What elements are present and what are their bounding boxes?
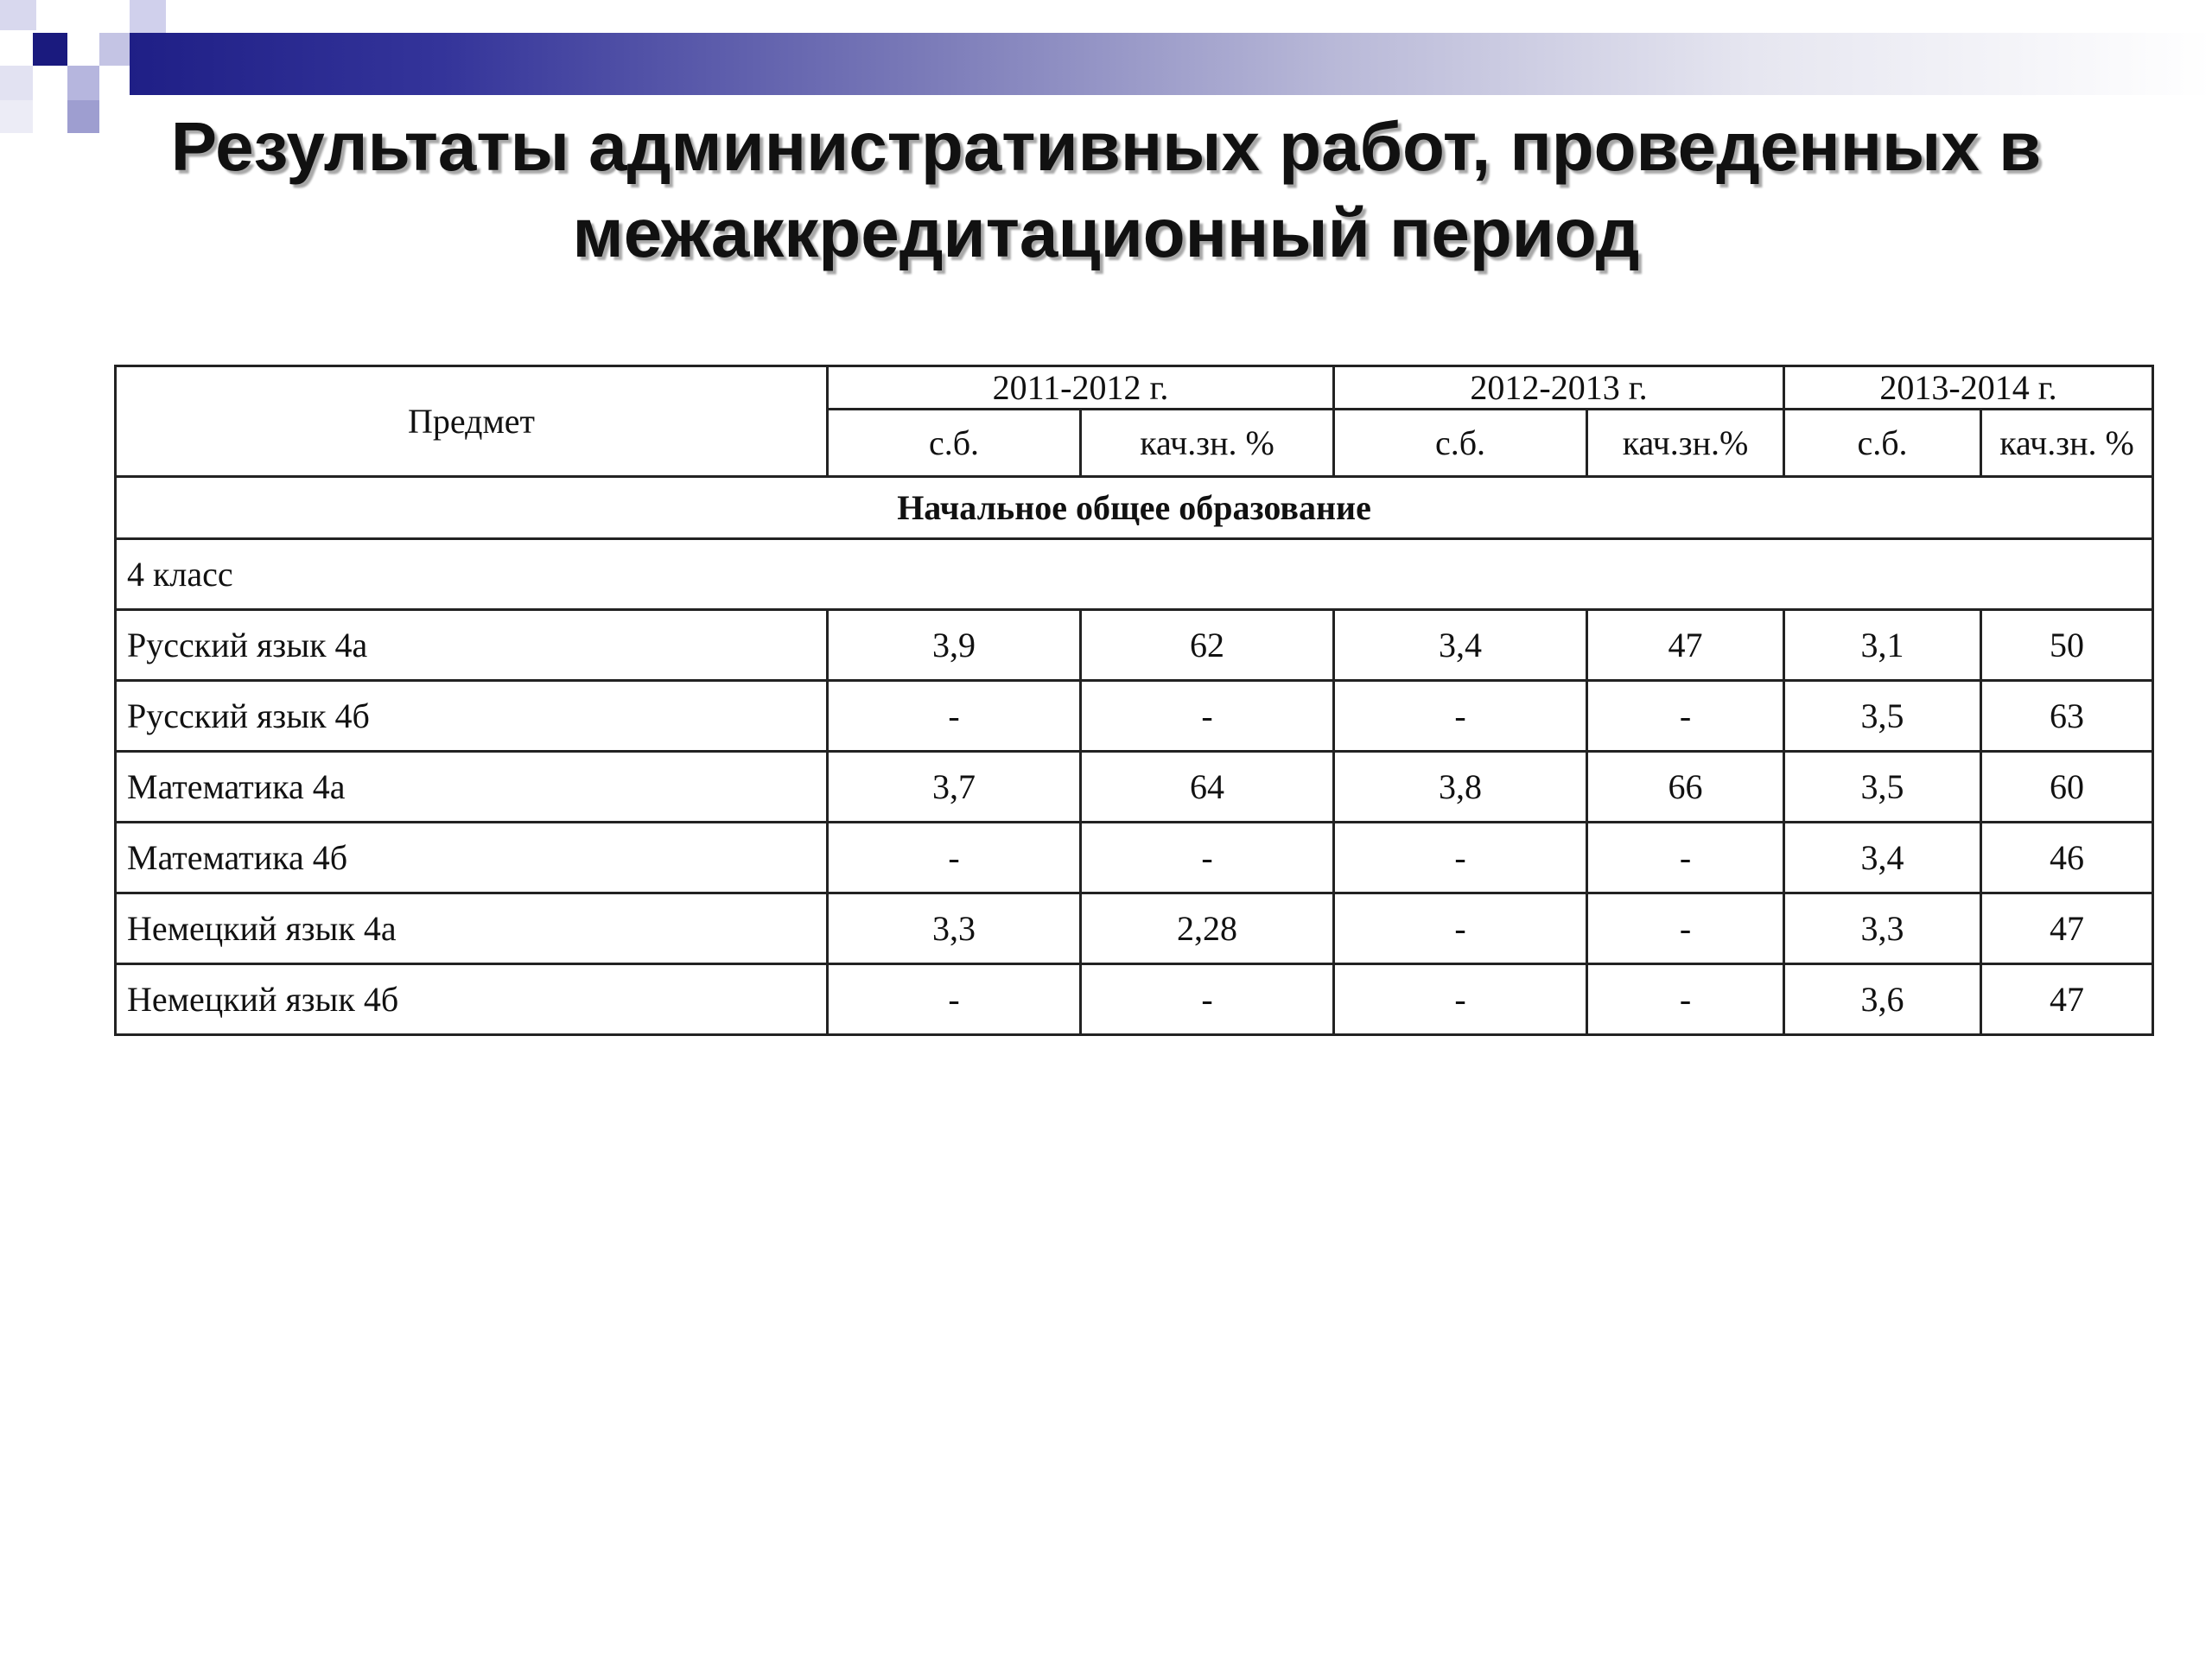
- value-cell: -: [1334, 823, 1587, 893]
- decorative-square: [0, 0, 36, 30]
- header-row-years: [116, 366, 2153, 410]
- class-label: 4 класс: [116, 539, 2153, 610]
- subject-cell: Немецкий язык 4а: [116, 893, 828, 964]
- subject-cell: Математика 4а: [116, 752, 828, 823]
- value-cell: -: [1587, 823, 1784, 893]
- value-cell: 3,7: [828, 752, 1081, 823]
- subject-cell: Русский язык 4а: [116, 610, 828, 681]
- value-cell: 2,28: [1081, 893, 1334, 964]
- metric-header: кач.зн. %: [1081, 410, 1334, 477]
- table-row: [116, 610, 2153, 681]
- section-title: Начальное общее образование: [116, 477, 2153, 539]
- table-row: [116, 893, 2153, 964]
- value-cell: 47: [1981, 964, 2153, 1035]
- subject-cell: Математика 4б: [116, 823, 828, 893]
- value-cell: 3,3: [828, 893, 1081, 964]
- value-cell: -: [1587, 681, 1784, 752]
- value-cell: 3,4: [1784, 823, 1981, 893]
- decorative-square: [67, 66, 99, 100]
- value-cell: -: [1081, 681, 1334, 752]
- value-cell: 47: [1981, 893, 2153, 964]
- decorative-square: [0, 100, 33, 133]
- value-cell: -: [1081, 823, 1334, 893]
- decorative-square: [33, 33, 67, 66]
- value-cell: 3,3: [1784, 893, 1981, 964]
- value-cell: 3,4: [1334, 610, 1587, 681]
- value-cell: 3,9: [828, 610, 1081, 681]
- section-row: [116, 477, 2153, 539]
- table-row: [116, 964, 2153, 1035]
- value-cell: 3,8: [1334, 752, 1587, 823]
- value-cell: 3,6: [1784, 964, 1981, 1035]
- table-row: [116, 681, 2153, 752]
- year-header: 2012-2013 г.: [1334, 366, 1784, 410]
- value-cell: 60: [1981, 752, 2153, 823]
- value-cell: 47: [1587, 610, 1784, 681]
- value-cell: 66: [1587, 752, 1784, 823]
- header-gradient-band: [130, 33, 2212, 95]
- year-header: 2011-2012 г.: [828, 366, 1334, 410]
- decorative-square: [0, 66, 33, 100]
- decorative-square: [67, 100, 99, 133]
- value-cell: 46: [1981, 823, 2153, 893]
- table-row: [116, 823, 2153, 893]
- value-cell: 62: [1081, 610, 1334, 681]
- subject-cell: Русский язык 4б: [116, 681, 828, 752]
- value-cell: -: [1587, 964, 1784, 1035]
- subject-cell: Немецкий язык 4б: [116, 964, 828, 1035]
- metric-header: с.б.: [1334, 410, 1587, 477]
- value-cell: 3,1: [1784, 610, 1981, 681]
- value-cell: -: [1587, 893, 1784, 964]
- class-row: [116, 539, 2153, 610]
- value-cell: 64: [1081, 752, 1334, 823]
- table-row: [116, 752, 2153, 823]
- subject-header: Предмет: [116, 366, 828, 477]
- metric-header: с.б.: [1784, 410, 1981, 477]
- value-cell: 3,5: [1784, 752, 1981, 823]
- metric-header: кач.зн. %: [1981, 410, 2153, 477]
- value-cell: -: [828, 964, 1081, 1035]
- value-cell: -: [1334, 964, 1587, 1035]
- value-cell: -: [1081, 964, 1334, 1035]
- results-table: [114, 365, 2154, 1036]
- value-cell: -: [828, 823, 1081, 893]
- value-cell: -: [1334, 681, 1587, 752]
- decorative-square: [99, 33, 130, 66]
- metric-header: кач.зн.%: [1587, 410, 1784, 477]
- value-cell: 63: [1981, 681, 2153, 752]
- decorative-square: [130, 0, 166, 33]
- value-cell: -: [1334, 893, 1587, 964]
- value-cell: 3,5: [1784, 681, 1981, 752]
- page-title: Результаты административных работ, проведенных в межаккредитационный период: [170, 108, 2042, 271]
- value-cell: 50: [1981, 610, 2153, 681]
- metric-header: с.б.: [828, 410, 1081, 477]
- year-header: 2013-2014 г.: [1784, 366, 2153, 410]
- value-cell: -: [828, 681, 1081, 752]
